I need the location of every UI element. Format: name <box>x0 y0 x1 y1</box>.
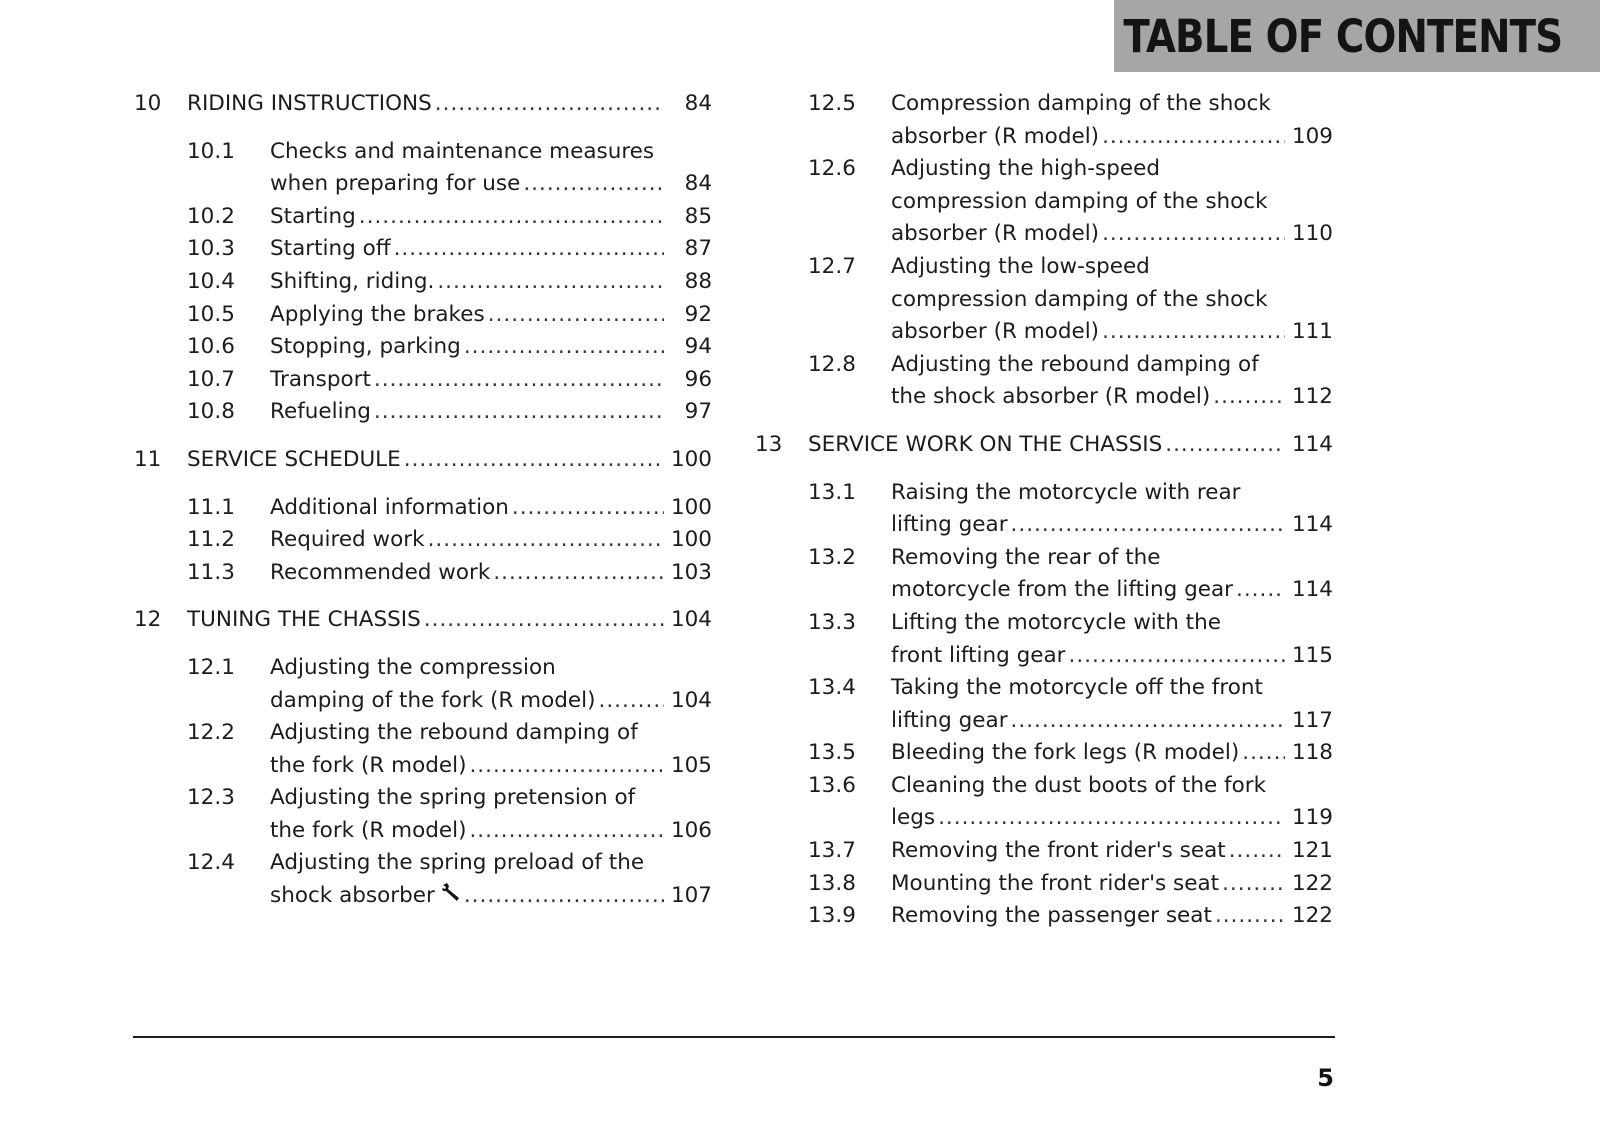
toc-entry-title: Removing the front rider's seat <box>891 838 1226 864</box>
toc-entry-title: Raising the motorcycle with rear <box>891 479 1241 505</box>
toc-section-entry[interactable] <box>134 524 712 557</box>
toc-entry-title: front lifting gear <box>891 642 1066 668</box>
toc-entry-title: legs <box>891 805 936 831</box>
toc-entry-title: absorber (R model) <box>891 221 1100 247</box>
toc-entry-number: 13.5 <box>808 740 856 766</box>
toc-dot-leader <box>1236 574 1285 607</box>
toc-dot-leader <box>428 524 664 557</box>
toc-entry-number: 10.3 <box>187 236 235 262</box>
toc-section-entry[interactable] <box>755 737 1333 770</box>
toc-section-entry[interactable] <box>755 153 1333 251</box>
toc-section-entry[interactable] <box>755 349 1333 414</box>
toc-entry-number: 12.2 <box>187 720 235 746</box>
toc-page-number: 84 <box>684 91 712 116</box>
toc-section-entry[interactable] <box>134 331 712 364</box>
toc-page-number: 110 <box>1291 221 1333 247</box>
toc-entry-title: damping of the fork (R model) <box>270 687 596 713</box>
toc-entry-title: Taking the motorcycle off the front <box>891 675 1263 701</box>
toc-entry-number: 13.9 <box>808 903 856 929</box>
toc-entry-title: Checks and maintenance measures <box>270 138 655 164</box>
toc-entry-title: Lifting the motorcycle with the <box>891 609 1221 635</box>
toc-entry-title: Adjusting the rebound damping of <box>891 351 1259 377</box>
toc-dot-leader <box>488 299 664 332</box>
toc-entry-title: Adjusting the compression <box>270 654 556 680</box>
toc-page-number: 114 <box>1291 577 1333 603</box>
toc-chapter-entry[interactable] <box>134 88 712 121</box>
toc-section-entry[interactable] <box>755 672 1333 737</box>
toc-dot-leader <box>469 750 664 783</box>
toc-section-entry[interactable] <box>755 251 1333 349</box>
toc-entry-number: 10.4 <box>187 268 235 294</box>
toc-entry-title: Adjusting the spring preload of the <box>270 850 645 876</box>
toc-dot-leader <box>512 492 664 525</box>
toc-entry-number: 13.3 <box>808 609 856 635</box>
toc-entry-title: Adjusting the low-speed <box>891 253 1150 279</box>
toc-entry-title: Stopping, parking <box>270 334 461 360</box>
toc-entry-number: 12.6 <box>808 156 856 182</box>
toc-dot-leader <box>1102 121 1285 154</box>
toc-entry-title: Additional information <box>270 494 509 520</box>
toc-entry-title: Removing the rear of the <box>891 544 1161 570</box>
toc-dot-leader <box>404 444 664 477</box>
toc-entry-number: 13.2 <box>808 544 856 570</box>
toc-page-number: 115 <box>1291 642 1333 668</box>
toc-page-number: 87 <box>684 236 712 262</box>
toc-entry-number: 13.6 <box>808 772 856 798</box>
toc-entry-number: 13 <box>755 431 783 457</box>
toc-dot-leader <box>1069 640 1285 673</box>
toc-entry-number: 13.8 <box>808 870 856 896</box>
toc-dot-leader <box>1222 868 1285 901</box>
toc-section-entry[interactable] <box>755 900 1333 933</box>
toc-section-entry[interactable] <box>755 770 1333 835</box>
toc-entry-number: 12.5 <box>808 91 856 116</box>
toc-entry-number: 12.7 <box>808 253 856 279</box>
toc-entry-number: 10.6 <box>187 334 235 360</box>
toc-dot-leader <box>437 266 664 299</box>
toc-entry-title: Transport <box>270 366 371 392</box>
toc-entry-title: the fork (R model) <box>270 817 467 843</box>
toc-entry-title: compression damping of the shock <box>891 286 1268 312</box>
toc-entry-title: RIDING INSTRUCTIONS <box>187 91 432 116</box>
toc-section-entry[interactable] <box>755 542 1333 607</box>
footer-divider <box>133 1036 1335 1038</box>
toc-section-entry[interactable] <box>134 652 712 717</box>
toc-entry-number: 12.4 <box>187 850 235 876</box>
toc-entry-title: shock absorber <box>270 883 435 909</box>
toc-entry-title: absorber (R model) <box>891 319 1100 345</box>
toc-right-column <box>755 88 1333 933</box>
toc-section-entry[interactable] <box>134 557 712 590</box>
toc-entry-title: lifting gear <box>891 707 1008 733</box>
toc-page-number: 105 <box>670 752 712 778</box>
toc-dot-leader <box>938 802 1285 835</box>
toc-entry-number: 10.2 <box>187 203 235 229</box>
toc-section-entry[interactable] <box>134 364 712 397</box>
toc-entry-number: 12 <box>134 607 162 633</box>
toc-entry-title: Adjusting the rebound damping of <box>270 720 638 746</box>
toc-entry-title: Bleeding the fork legs (R model) <box>891 740 1240 766</box>
toc-entry-number: 10.5 <box>187 301 235 327</box>
toc-entry-title: the shock absorber (R model) <box>891 384 1211 410</box>
toc-entry-title: Cleaning the dust boots of the fork <box>891 772 1267 798</box>
toc-entry-title: SERVICE SCHEDULE <box>187 446 401 472</box>
toc-left-column <box>134 88 712 913</box>
toc-section-entry[interactable] <box>134 717 712 782</box>
toc-page-number: 112 <box>1291 384 1333 410</box>
toc-entry-number: 12.8 <box>808 351 856 377</box>
toc-dot-leader <box>464 880 664 913</box>
toc-chapter-entry[interactable] <box>134 604 712 637</box>
toc-section-entry[interactable] <box>134 266 712 299</box>
toc-entry-number: 12.1 <box>187 654 235 680</box>
toc-entry-title: Recommended work <box>270 559 491 585</box>
toc-dot-leader <box>493 557 664 590</box>
toc-entry-title: compression damping of the shock <box>891 188 1268 214</box>
toc-dot-leader <box>469 815 664 848</box>
toc-page-number: 97 <box>684 399 712 425</box>
wrench-icon <box>441 880 461 913</box>
toc-entry-title: Refueling <box>270 399 371 425</box>
toc-page-number: 104 <box>670 607 712 633</box>
toc-page-number: 88 <box>684 268 712 294</box>
toc-dot-leader <box>1102 316 1285 349</box>
toc-dot-leader <box>394 233 664 266</box>
toc-page-number: 118 <box>1291 740 1333 766</box>
toc-section-entry[interactable] <box>134 782 712 847</box>
toc-page-number: 84 <box>684 171 712 197</box>
toc-entry-title: Shifting, riding. <box>270 268 435 294</box>
toc-entry-number: 10.1 <box>187 138 235 164</box>
toc-dot-leader <box>1165 429 1285 462</box>
toc-entry-title: Adjusting the high-speed <box>891 156 1160 182</box>
toc-entry-number: 11.2 <box>187 527 235 553</box>
toc-page-number: 106 <box>670 817 712 843</box>
toc-entry-number: 11 <box>134 446 162 472</box>
toc-dot-leader <box>1242 737 1285 770</box>
toc-page-number: 100 <box>670 446 712 472</box>
toc-entry-number: 11.3 <box>187 559 235 585</box>
toc-entry-title: Required work <box>270 527 425 553</box>
toc-page-number: 85 <box>684 203 712 229</box>
toc-dot-leader <box>1213 381 1285 414</box>
toc-chapter-entry[interactable] <box>755 429 1333 462</box>
toc-entry-title: Removing the passenger seat <box>891 903 1212 929</box>
toc-page-number: 109 <box>1291 123 1333 149</box>
toc-page-number: 104 <box>670 687 712 713</box>
toc-section-entry[interactable] <box>134 396 712 429</box>
header-tab <box>1114 0 1600 72</box>
page-title: TABLE OF CONTENTS <box>1123 10 1562 63</box>
toc-section-entry[interactable] <box>134 233 712 266</box>
toc-dot-leader <box>359 201 664 234</box>
toc-entry-title: Starting off <box>270 236 391 262</box>
toc-entry-title: Adjusting the spring pretension of <box>270 785 636 811</box>
toc-entry-title: when preparing for use <box>270 171 521 197</box>
toc-entry-number: 10.8 <box>187 399 235 425</box>
toc-entry-title: Applying the brakes <box>270 301 485 327</box>
toc-entry-title: absorber (R model) <box>891 123 1100 149</box>
toc-page-number: 122 <box>1291 870 1333 896</box>
toc-page-number: 94 <box>684 334 712 360</box>
toc-page-number: 114 <box>1291 512 1333 538</box>
toc-page-number: 122 <box>1291 903 1333 929</box>
page-number: 5 <box>1317 1064 1334 1092</box>
toc-entry-number: 12.3 <box>187 785 235 811</box>
toc-entry-number: 11.1 <box>187 494 235 520</box>
toc-chapter-entry[interactable] <box>134 444 712 477</box>
toc-section-entry[interactable] <box>134 201 712 234</box>
toc-entry-title: Starting <box>270 203 356 229</box>
toc-dot-leader <box>1011 705 1285 738</box>
toc-page-number: 119 <box>1291 805 1333 831</box>
toc-entry-title: motorcycle from the lifting gear <box>891 577 1233 603</box>
toc-entry-title: Compression damping of the shock <box>891 91 1271 116</box>
toc-section-entry[interactable] <box>134 492 712 525</box>
toc-page-number: 100 <box>670 494 712 520</box>
toc-page-number: 107 <box>670 883 712 909</box>
toc-section-entry[interactable] <box>755 88 1333 153</box>
toc-dot-leader <box>435 88 664 121</box>
toc-dot-leader <box>1011 509 1285 542</box>
toc-entry-number: 13.4 <box>808 675 856 701</box>
toc-section-entry[interactable] <box>755 868 1333 901</box>
toc-entry-number: 10.7 <box>187 366 235 392</box>
toc-entry-title: lifting gear <box>891 512 1008 538</box>
toc-dot-leader <box>1215 900 1285 933</box>
toc-dot-leader <box>599 685 664 718</box>
toc-page-number: 103 <box>670 559 712 585</box>
toc-dot-leader <box>1102 218 1285 251</box>
toc-page-number: 111 <box>1291 319 1333 345</box>
toc-entry-title: Mounting the front rider's seat <box>891 870 1220 896</box>
toc-section-entry[interactable] <box>134 847 712 912</box>
toc-dot-leader <box>464 331 664 364</box>
toc-entry-title: the fork (R model) <box>270 752 467 778</box>
toc-page-number: 121 <box>1291 838 1333 864</box>
toc-entry-title: TUNING THE CHASSIS <box>187 607 421 633</box>
toc-entry-number: 13.1 <box>808 479 856 505</box>
toc-page-number: 96 <box>684 366 712 392</box>
toc-dot-leader <box>1229 835 1285 868</box>
toc-entry-number: 10 <box>134 91 162 116</box>
toc-page-number: 114 <box>1291 431 1333 457</box>
toc-page-number: 92 <box>684 301 712 327</box>
toc-section-entry[interactable] <box>755 835 1333 868</box>
toc-dot-leader <box>374 364 664 397</box>
toc-dot-leader <box>424 604 664 637</box>
toc-section-entry[interactable] <box>134 136 712 201</box>
toc-section-entry[interactable] <box>134 299 712 332</box>
toc-page-number: 100 <box>670 527 712 553</box>
toc-section-entry[interactable] <box>755 477 1333 542</box>
toc-page-number: 117 <box>1291 707 1333 733</box>
toc-dot-leader <box>523 168 664 201</box>
toc-section-entry[interactable] <box>755 607 1333 672</box>
toc-entry-number: 13.7 <box>808 838 856 864</box>
toc-entry-title: SERVICE WORK ON THE CHASSIS <box>808 431 1163 457</box>
toc-dot-leader <box>374 396 664 429</box>
